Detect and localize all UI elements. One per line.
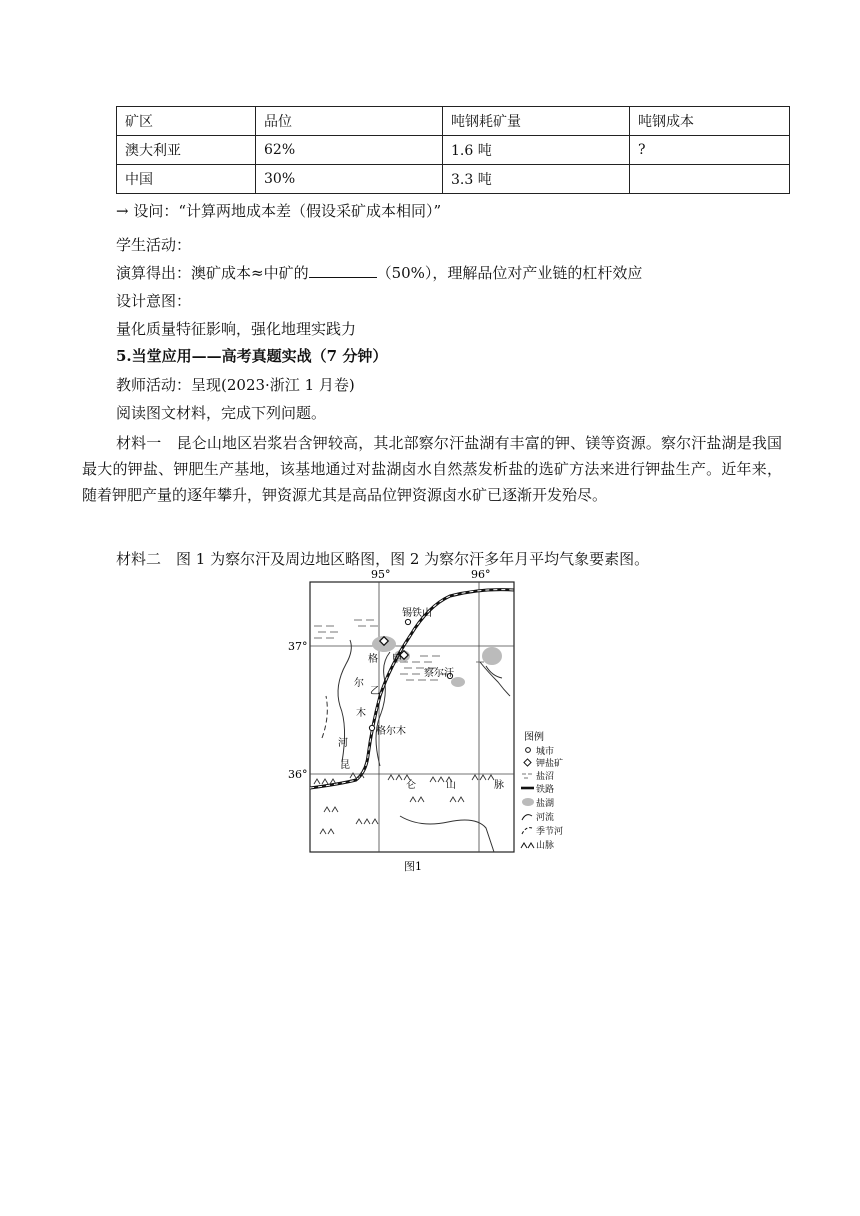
city-geermu [369,725,374,730]
legend-item: 河流 [536,813,555,823]
answer-blank [309,263,377,278]
legend-marsh-icon [522,774,532,778]
table-header-row [117,107,790,136]
calculation-line [116,262,642,283]
railway [310,590,514,788]
table-row [117,165,790,194]
map-frame [310,582,514,852]
map-legend [521,730,563,851]
label-chaerhan: 察尔汗 [424,668,454,679]
chaerhan-map [280,566,580,876]
legend-lake-icon [522,798,534,806]
river-east [480,662,510,696]
legend-item: 铁路 [536,785,555,795]
legend-item: 城市 [536,747,555,757]
lat-label-36: 36° [288,768,308,781]
table-cell: 1.6 吨 [443,136,630,165]
table-row [117,136,790,165]
label-xitieshan: 锡铁山 [402,608,432,619]
lon-label-95: 95° [371,568,391,581]
city-xitieshan [405,619,410,624]
legend-mountain-icon [521,843,534,848]
label-shan: 山 [446,780,456,791]
design-intent-text: 量化质量特征影响，强化地理实践力 [116,320,357,338]
legend-seasonal-river-icon [522,828,532,834]
table-cell: 3.3 吨 [443,165,630,194]
lat-label-37: 37° [288,640,308,653]
legend-mine-icon [524,759,531,766]
table-header-cell: 矿区 [117,107,256,136]
label-geermu: 格尔木 [376,726,406,737]
lon-label-96: 96° [471,568,491,581]
table-cell: 62% [256,136,443,165]
label-ge: 格 [368,654,378,665]
teacher-activity: 教师活动：呈现(2023·浙江 1 月卷) [116,376,355,394]
salt-marsh-areas [314,620,496,680]
instruction: 阅读图文材料，完成下列问题。 [116,404,327,422]
design-intent-label: 设计意图： [116,292,192,310]
figure-caption: 图1 [404,860,422,873]
legend-river-icon [522,815,532,820]
label-he: 河 [338,738,348,749]
table-cell [630,165,790,194]
table-header-cell: 品位 [256,107,443,136]
student-activity-label: 学生活动： [116,236,192,254]
label-kun: 昆 [340,760,350,771]
table-cell: 中国 [117,165,256,194]
table-cell: 30% [256,165,443,194]
label-yi: 乙 [370,686,380,697]
label-lun: 仑 [406,780,416,791]
table-cell: ? [630,136,790,165]
section-title: 5.当堂应用——高考真题实战（7 分钟） [116,347,388,365]
calc-suffix: （50%），理解品位对产业链的杠杆效应 [376,264,643,282]
question-line: → 设问：“计算两地成本差（假设采矿成本相同）” [116,202,442,220]
legend-item: 季节河 [536,827,564,837]
label-jia: 甲 [392,654,402,665]
calc-prefix: 演算得出：澳矿成本≈中矿的 [116,264,309,282]
label-mu: 木 [356,708,366,719]
table-cell: 澳大利亚 [117,136,256,165]
seasonal-river [322,696,327,738]
label-er: 尔 [354,678,364,689]
railway-dash [310,590,514,788]
legend-item: 山脉 [536,841,555,851]
legend-item: 盐湖 [536,799,555,809]
legend-city-icon [526,748,531,753]
legend-item: 钾盐矿 [536,759,564,769]
ore-comparison-table [116,106,790,194]
legend-item: 盐沼 [536,772,555,782]
salt-lake-4 [482,647,502,665]
material-one: 材料一 昆仑山地区岩浆岩含钾较高，其北部察尔汗盐湖有丰富的钾、镁等资源。察尔汗盐湖是我国最大的钾盐、钾肥生产基地，该基地通过对盐湖卤水自然蒸发析盐的选矿方法来进行钾盐生产。近年来，随着钾肥产量的逐年攀升，钾资源尤其是高品位钾资源卤水矿已逐渐开发殆尽。 [82,434,782,504]
material-two: 材料二 图 1 为察尔汗及周边地区略图，图 2 为察尔汗多年月平均气象要素图。 [116,550,650,568]
label-mai: 脉 [494,780,504,791]
legend-title: 图例 [524,732,544,743]
table-header-cell: 吨钢耗矿量 [443,107,630,136]
river-south [400,816,494,852]
table-header-cell: 吨钢成本 [630,107,790,136]
